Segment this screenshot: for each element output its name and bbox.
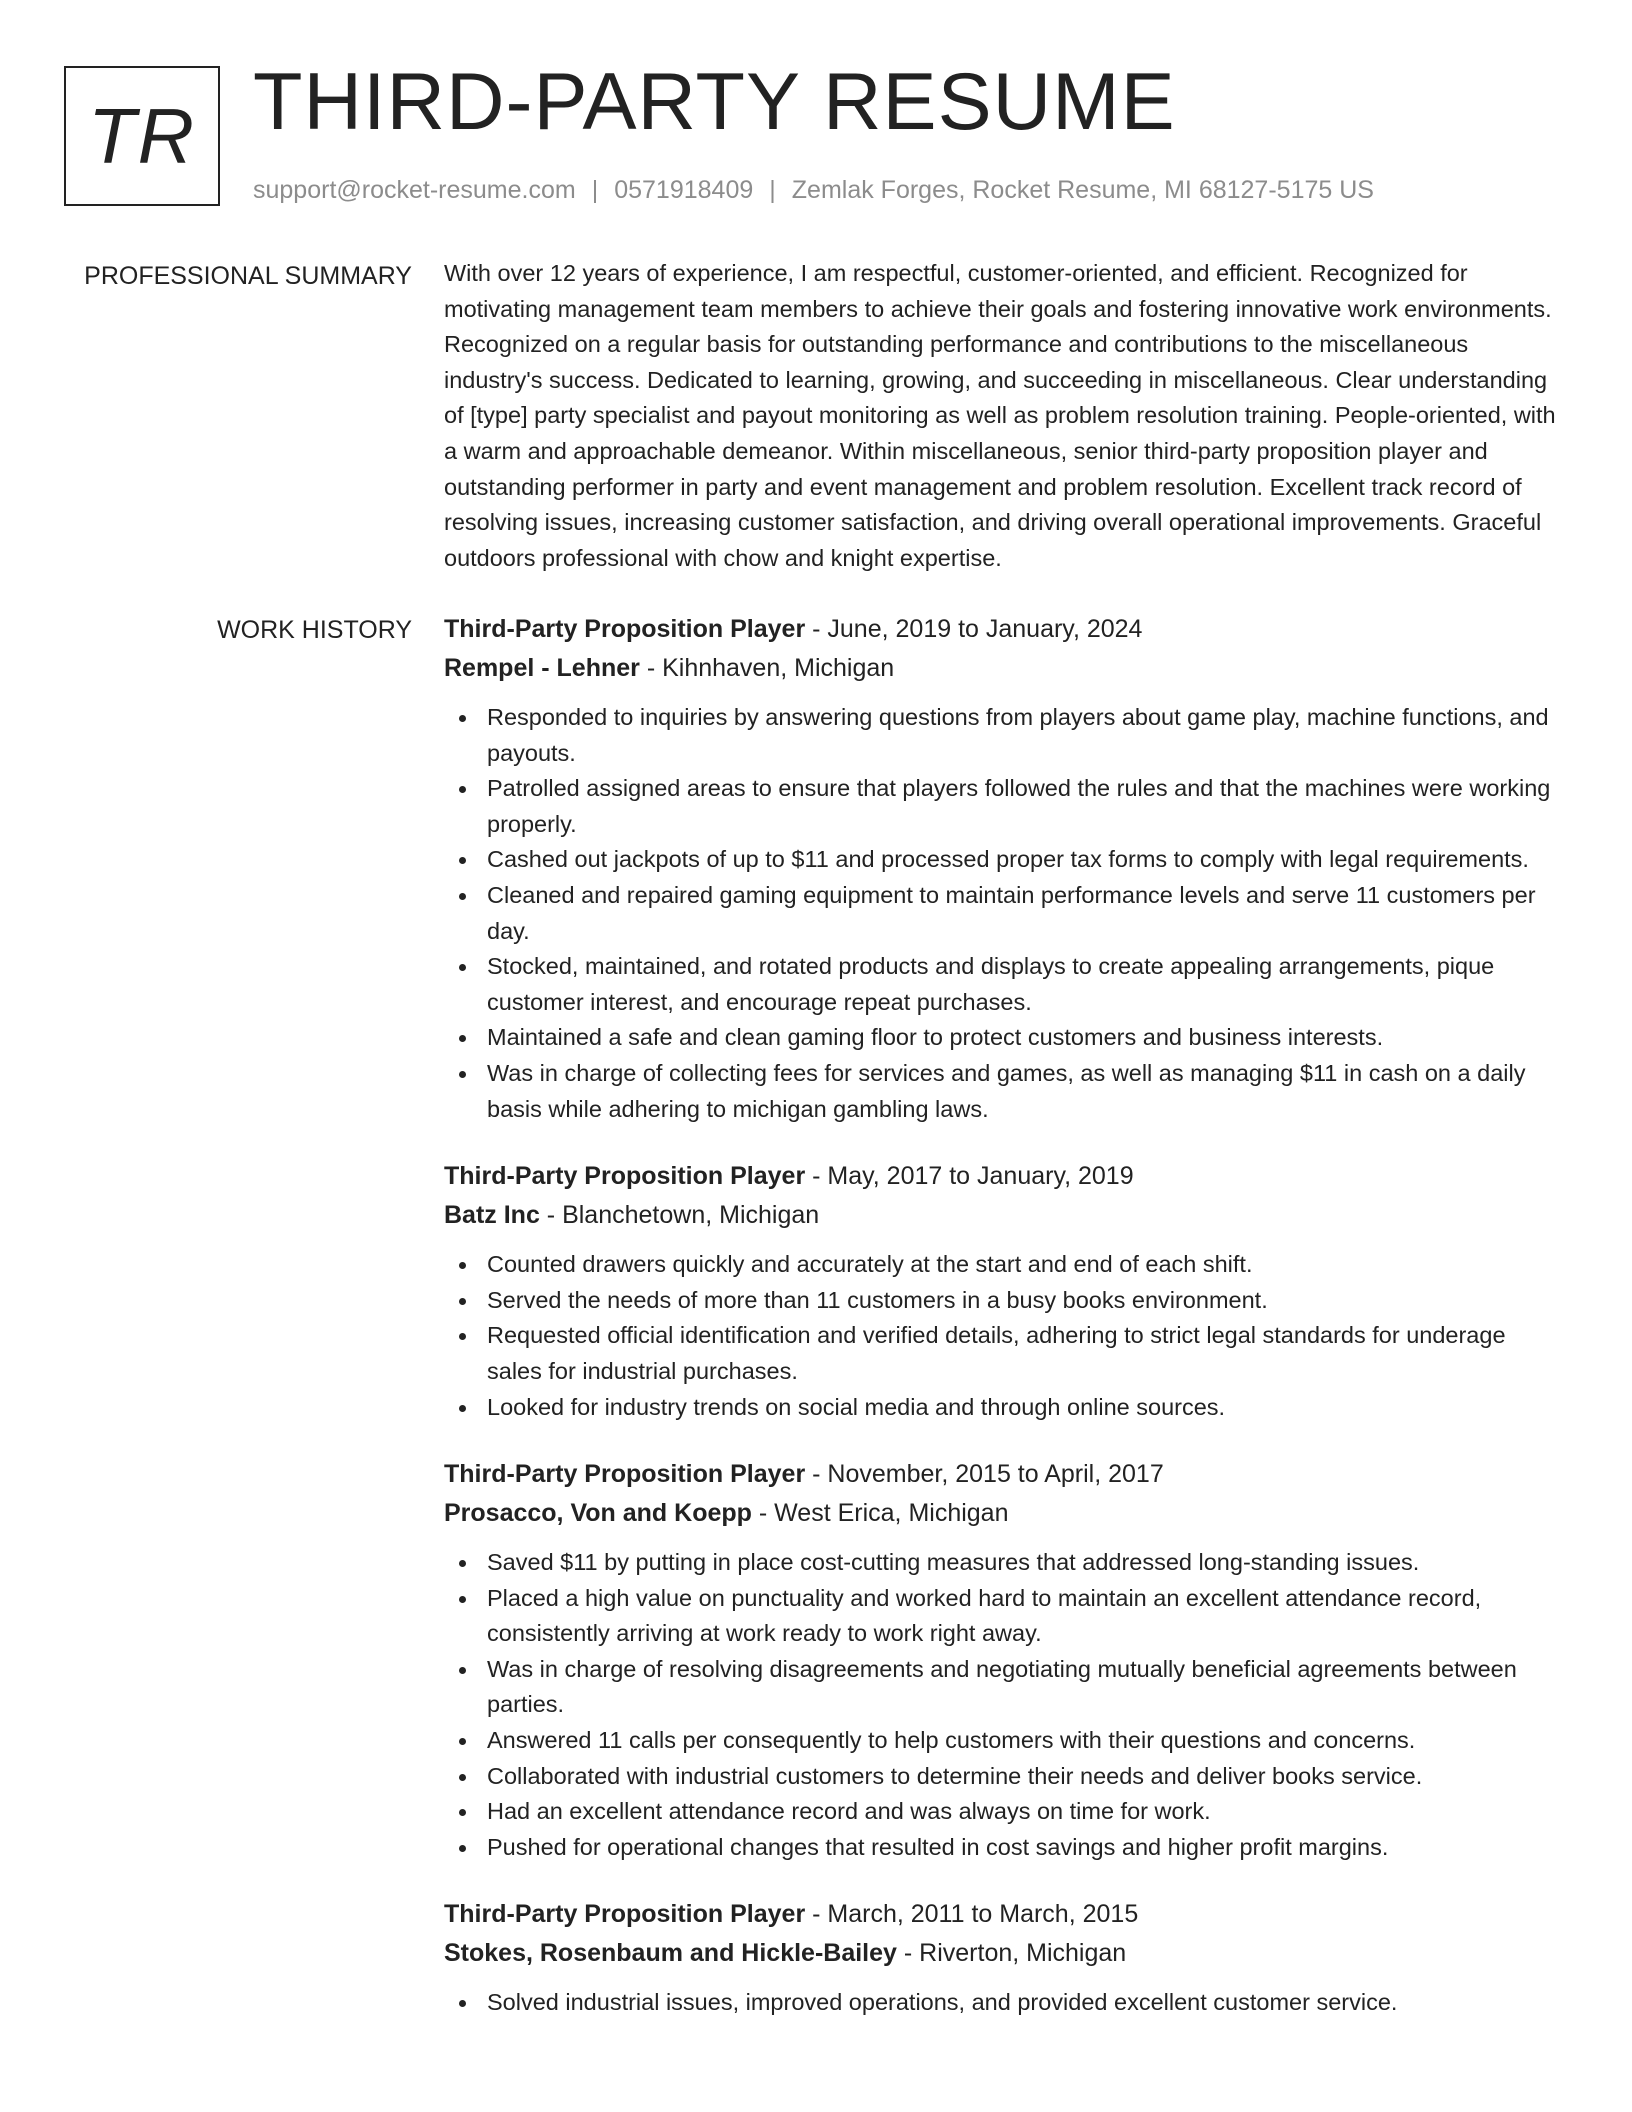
job-duty-item: Counted drawers quickly and accurately at the start and end of each shift.	[444, 1247, 1560, 1283]
contact-separator: |	[769, 176, 776, 204]
job-duty-item: Solved industrial issues, improved operations, and provided excellent customer service.	[444, 1985, 1560, 2021]
job-title: Third-Party Proposition Player	[444, 615, 806, 643]
job-company-line	[444, 1196, 1560, 1235]
work-history-body	[444, 610, 1560, 2051]
job-dates: - March, 2011 to March, 2015	[805, 1900, 1139, 1929]
job-duty-item: Stocked, maintained, and rotated products and displays to create appealing arrangements, pique customer interest, and encourage repeat purchases.	[444, 949, 1560, 1020]
job-title-line	[444, 610, 1560, 649]
summary-body	[444, 256, 1560, 576]
job-title: Third-Party Proposition Player	[444, 1460, 806, 1489]
job-duty-item: Looked for industry trends on social media and through online sources.	[444, 1390, 1560, 1426]
summary-heading: PROFESSIONAL SUMMARY	[84, 262, 412, 290]
job-duty-item: Collaborated with industrial customers to determine their needs and deliver books service.	[444, 1759, 1560, 1795]
job-title: Third-Party Proposition Player	[444, 1900, 806, 1929]
job-duties-list	[444, 1545, 1560, 1865]
contact-phone: 0571918409	[614, 176, 754, 204]
job-duty-item: Cleaned and repaired gaming equipment to maintain performance levels and serve 11 customers per day.	[444, 878, 1560, 949]
job-company: Stokes, Rosenbaum and Hickle-Bailey	[444, 1939, 897, 1968]
job-dates: - November, 2015 to April, 2017	[805, 1460, 1164, 1489]
contact-separator: |	[591, 176, 599, 204]
job-location: - Blanchetown, Michigan	[539, 1201, 820, 1230]
job-title: Third-Party Proposition Player	[444, 1162, 806, 1191]
job-company: Prosacco, Von and Koepp	[444, 1499, 752, 1528]
job-title-line	[444, 1455, 1560, 1494]
monogram-logo: TR	[64, 66, 220, 206]
job-dates: - May, 2017 to January, 2019	[805, 1162, 1134, 1191]
job-company: Rempel - Lehner	[444, 654, 640, 682]
contact-address: Zemlak Forges, Rocket Resume, MI 68127-5175 US	[791, 176, 1374, 204]
contact-line	[253, 172, 1374, 208]
job-duty-item: Was in charge of collecting fees for services and games, as well as managing $11 in cash on a daily basis while adhering to michigan gambling laws.	[444, 1056, 1560, 1127]
job-duties-list	[444, 1985, 1560, 2021]
summary-text: With over 12 years of experience, I am respectful, customer-oriented, and efficient. Recognized for motivating management team members to achieve their goals and fostering innovative work environments. Recognized on a regular basis for outstanding performance and contributions to the miscellaneous industry's success. Dedicated to learning, growing, and succeeding in miscellaneous. Clear understanding of [type] party specialist and payout monitoring as well as problem resolution training. People-oriented, with a warm and approachable demeanor. Within miscellaneous, senior third-party proposition player and outstanding performer in party and event management and problem resolution. Excellent track record of resolving issues, increasing customer satisfaction, and driving overall operational improvements. Graceful outdoors professional with chow and knight expertise.	[444, 260, 1556, 571]
job-entry	[444, 1895, 1560, 2021]
job-duty-item: Responded to inquiries by answering questions from players about game play, machine functions, and payouts.	[444, 700, 1560, 771]
job-entry	[444, 610, 1560, 1127]
job-dates: - June, 2019 to January, 2024	[805, 615, 1143, 643]
job-duty-item: Requested official identification and verified details, adhering to strict legal standards for underage sales for industrial purchases.	[444, 1318, 1560, 1389]
job-duty-item: Patrolled assigned areas to ensure that players followed the rules and that the machines were working properly.	[444, 771, 1560, 842]
job-title-line	[444, 1895, 1560, 1934]
job-title-line	[444, 1157, 1560, 1196]
job-entry	[444, 1157, 1560, 1425]
resume-title: THIRD-PARTY RESUME	[253, 57, 1176, 147]
job-location: - West Erica, Michigan	[751, 1499, 1009, 1528]
job-duty-item: Was in charge of resolving disagreements and negotiating mutually beneficial agreements between parties.	[444, 1652, 1560, 1723]
job-duty-item: Pushed for operational changes that resulted in cost savings and higher profit margins.	[444, 1830, 1560, 1866]
job-duties-list	[444, 1247, 1560, 1425]
job-company: Batz Inc	[444, 1201, 540, 1230]
job-duty-item: Served the needs of more than 11 customers in a busy books environment.	[444, 1283, 1560, 1319]
job-duty-item: Answered 11 calls per consequently to help customers with their questions and concerns.	[444, 1723, 1560, 1759]
contact-email: support@rocket-resume.com	[253, 176, 576, 204]
job-duty-item: Had an excellent attendance record and was always on time for work.	[444, 1794, 1560, 1830]
job-company-line	[444, 1934, 1560, 1973]
job-duties-list	[444, 700, 1560, 1127]
job-location: - Riverton, Michigan	[896, 1939, 1127, 1968]
job-entry	[444, 1455, 1560, 1865]
job-company-line	[444, 649, 1560, 688]
job-location: - Kihnhaven, Michigan	[639, 654, 895, 682]
job-duty-item: Placed a high value on punctuality and worked hard to maintain an excellent attendance record, consistently arriving at work ready to work right away.	[444, 1581, 1560, 1652]
job-duty-item: Cashed out jackpots of up to $11 and processed proper tax forms to comply with legal requirements.	[444, 842, 1560, 878]
work-history-heading: WORK HISTORY	[217, 616, 412, 644]
job-duty-item: Maintained a safe and clean gaming floor to protect customers and business interests.	[444, 1020, 1560, 1056]
job-company-line	[444, 1494, 1560, 1533]
job-duty-item: Saved $11 by putting in place cost-cutting measures that addressed long-standing issues.	[444, 1545, 1560, 1581]
